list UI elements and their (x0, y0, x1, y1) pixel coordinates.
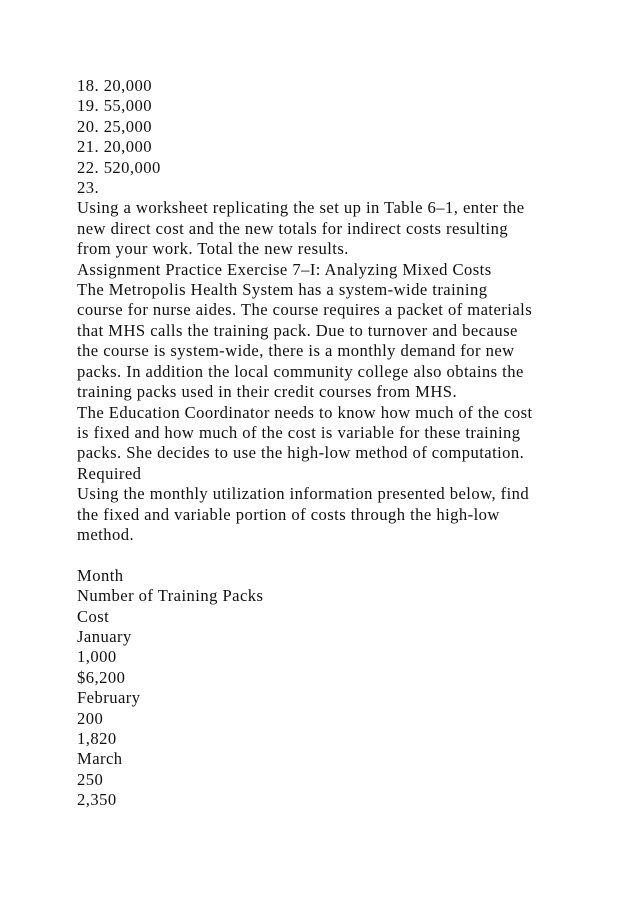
intro-line: that MHS calls the training pack. Due to turnover and because (77, 320, 518, 340)
table-cell: $6,200 (77, 667, 126, 687)
table-cell: 250 (77, 769, 104, 789)
instruction-line: new direct cost and the new totals for indirect costs resulting (77, 218, 509, 238)
required-label: Required (77, 463, 142, 483)
intro-line: packs. In addition the local community college also obtains the (77, 361, 524, 381)
list-item: 23. (77, 178, 100, 198)
required-line: method. (77, 524, 135, 544)
table-header: Month (77, 565, 124, 585)
blank-line (77, 545, 597, 565)
table-cell: January (77, 626, 132, 646)
coordinator-line: is fixed and how much of the cost is variable for these training (77, 422, 521, 442)
intro-line: the course is system-wide, there is a monthly demand for new (77, 341, 515, 361)
table-cell: 1,820 (77, 728, 117, 748)
intro-line: The Metropolis Health System has a system-wide training (77, 280, 488, 300)
table-cell: 200 (77, 708, 104, 728)
list-item: 19. 55,000 (77, 96, 153, 116)
list-item: 18. 20,000 (77, 76, 153, 95)
table-cell: 2,350 (77, 790, 117, 810)
table-header: Number of Training Packs (77, 586, 264, 606)
list-item: 20. 25,000 (77, 116, 153, 136)
instruction-line: Using a worksheet replicating the set up in Table 6–1, enter the (77, 198, 525, 218)
document-text (77, 76, 597, 811)
instruction-line: from your work. Total the new results. (77, 239, 349, 259)
table-cell: March (77, 749, 123, 769)
intro-line: training packs used in their credit courses from MHS. (77, 382, 458, 402)
table-cell: 1,000 (77, 647, 117, 667)
list-item: 22. 520,000 (77, 157, 161, 177)
required-line: Using the monthly utilization information presented below, find (77, 484, 530, 504)
required-line: the fixed and variable portion of costs through the high-low (77, 504, 500, 524)
coordinator-line: packs. She decides to use the high-low method of computation. (77, 443, 525, 463)
table-cell: February (77, 688, 141, 708)
list-item: 21. 20,000 (77, 137, 153, 157)
coordinator-line: The Education Coordinator needs to know how much of the cost (77, 402, 533, 422)
exercise-title: Assignment Practice Exercise 7–I: Analyzing Mixed Costs (77, 259, 492, 279)
intro-line: course for nurse aides. The course requires a packet of materials (77, 300, 533, 320)
table-header: Cost (77, 606, 110, 626)
